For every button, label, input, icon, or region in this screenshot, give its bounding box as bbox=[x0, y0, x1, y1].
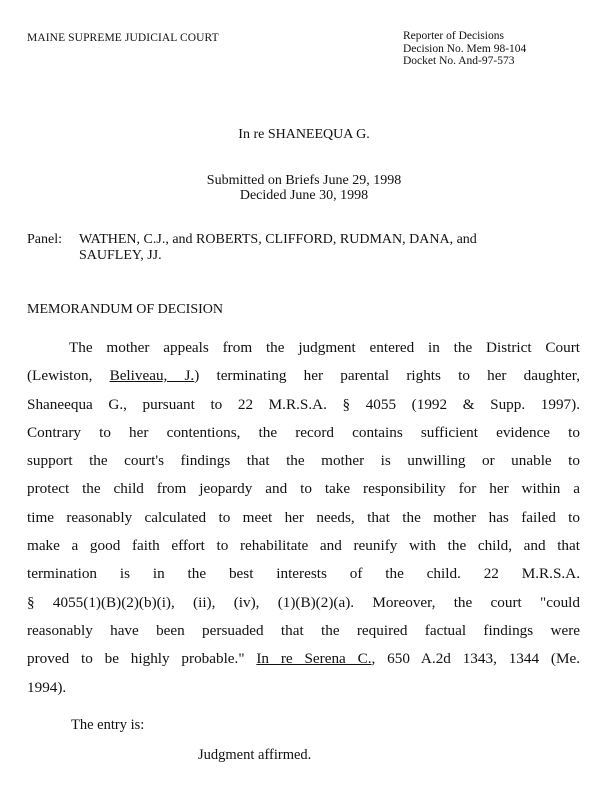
body-line: reasonably have been persuaded that the required factual findings were bbox=[27, 621, 580, 639]
body-line: The mother appeals from the judgment entered in the District Court bbox=[69, 339, 580, 356]
body-line: § 4055(1)(B)(2)(b)(i), (ii), (iv), (1)(B)(2)(a). Moreover, the court "could bbox=[27, 593, 580, 611]
judge-name: Beliveau, J. bbox=[109, 367, 195, 385]
body-line: time reasonably calculated to meet her needs, that the mother has failed to bbox=[27, 508, 580, 526]
court-name: MAINE SUPREME JUDICIAL COURT bbox=[27, 32, 219, 44]
body-line bbox=[27, 645, 580, 673]
panel-justices-line1: WATHEN, C.J., and ROBERTS, CLIFFORD, RUDMAN, DANA, and bbox=[79, 232, 477, 247]
case-title: In re SHANEEQUA G. bbox=[238, 127, 370, 142]
body-line: 1994). bbox=[27, 678, 67, 696]
body-line: make a good faith effort to rehabilitate and reunify with the child, and that bbox=[27, 537, 580, 555]
decided-date: Decided June 30, 1998 bbox=[239, 188, 369, 203]
body-line bbox=[27, 362, 580, 390]
body-line: Contrary to her contentions, the record contains sufficient evidence to bbox=[27, 423, 580, 441]
case-dates bbox=[0, 173, 608, 203]
reporter-block bbox=[403, 30, 526, 68]
panel bbox=[27, 232, 477, 264]
body-line: support the court's findings that the mother is unwilling or unable to bbox=[27, 452, 580, 470]
docket-number: Docket No. And-97-573 bbox=[403, 55, 515, 67]
entry-label: The entry is: bbox=[71, 717, 145, 733]
body-line: termination is in the best interests of the child. 22 M.R.S.A. bbox=[27, 565, 580, 583]
body-text: , 650 A.2d 1343, 1344 (Me. bbox=[371, 650, 580, 668]
memorandum-heading: MEMORANDUM OF DECISION bbox=[27, 302, 224, 317]
panel-justices-line2: SAUFLEY, JJ. bbox=[79, 248, 162, 263]
decision-body bbox=[27, 334, 580, 702]
judgment-result: Judgment affirmed. bbox=[198, 747, 312, 763]
submitted-date: Submitted on Briefs June 29, 1998 bbox=[206, 173, 402, 188]
case-citation: In re Serena C. bbox=[256, 650, 372, 668]
panel-label: Panel: bbox=[27, 232, 62, 247]
body-line: protect the child from jeopardy and to take responsibility for her within a bbox=[27, 480, 580, 498]
body-line: Shaneequa G., pursuant to 22 M.R.S.A. § 4055 (1992 & Supp. 1997). bbox=[27, 395, 580, 413]
body-text: proved to be highly probable." bbox=[27, 650, 257, 668]
reporter-of-decisions: Reporter of Decisions bbox=[403, 30, 504, 42]
decision-number: Decision No. Mem 98-104 bbox=[403, 42, 527, 55]
body-text: ) terminating her parental rights to her daughter, bbox=[194, 367, 580, 385]
body-text: (Lewiston, bbox=[27, 367, 110, 385]
